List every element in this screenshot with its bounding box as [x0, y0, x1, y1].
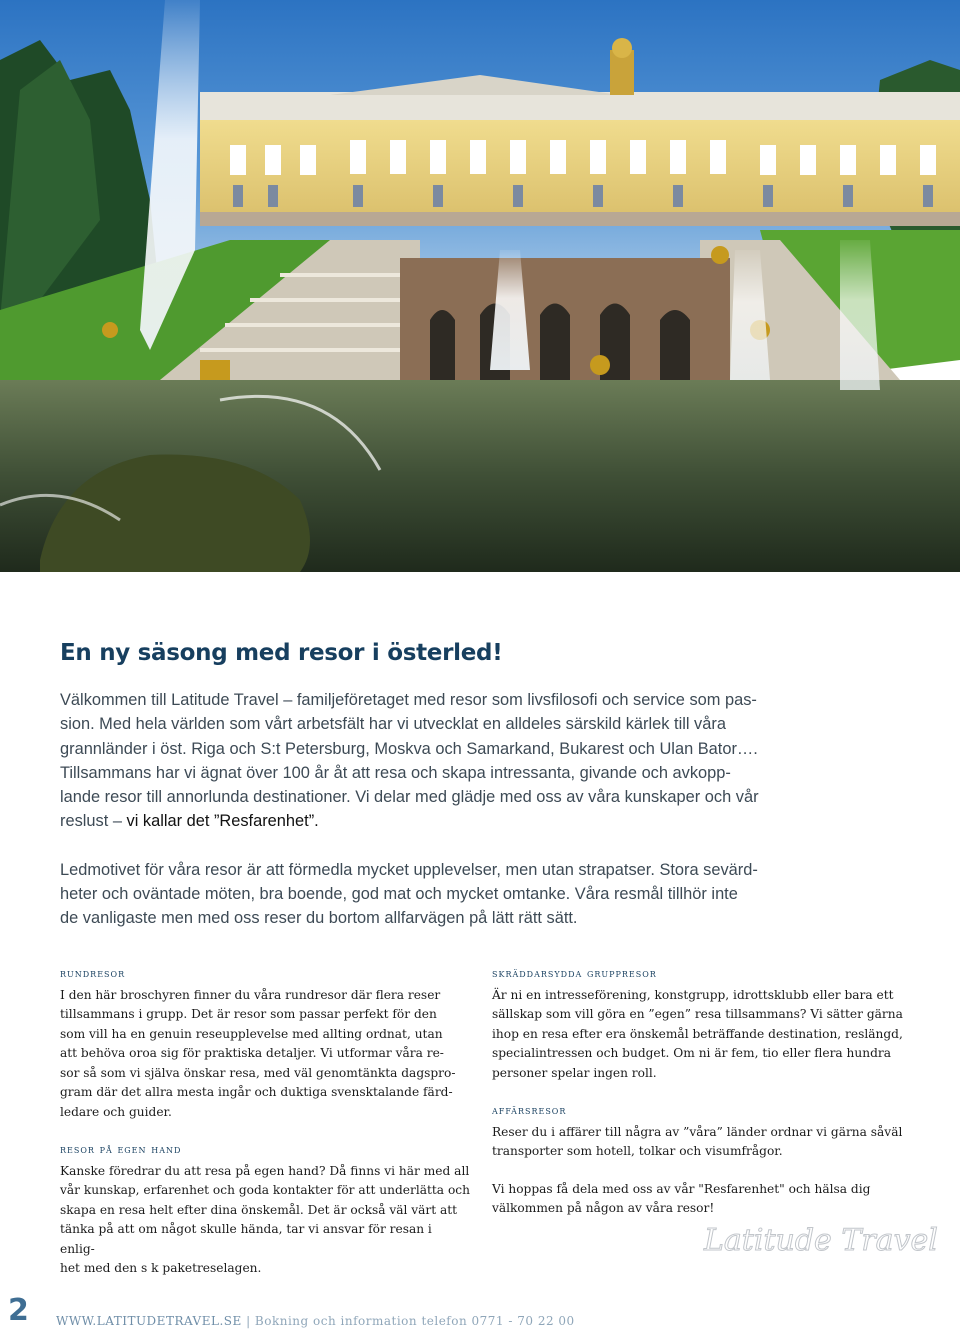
text-line: tillsammans i grupp. Det är resor som passar perfekt för den — [60, 1007, 437, 1021]
page-number: 2 — [8, 1293, 29, 1328]
section-heading-affarsresor: affärsresor — [492, 1103, 567, 1117]
resfarenhet-emphasis: vi kallar det ”Resfarenhet”. — [126, 812, 319, 831]
text-line: Välkommen till Latitude Travel – familjeföretaget med resor som livsfilosofi och service som pas- — [60, 691, 757, 709]
text-line: ihop en resa efter era önskemål beträffande destination, reslängd, — [492, 1026, 903, 1041]
text-line: het med den s k paketreselagen. — [60, 1261, 262, 1275]
section-heading-egen-hand: resor på egen hand — [60, 1142, 182, 1156]
section-body-rundresor — [60, 986, 470, 1123]
text-line — [60, 809, 760, 833]
text-line: specialintressen och budget. Om ni är fem, tio eller flera hundra — [492, 1046, 891, 1060]
text-line: sällskap som vill göra en ”egen” resa tillsammans? Vi sätter gärna — [492, 1007, 903, 1021]
text-line: grannländer i öst. Riga och S:t Petersburg, Moskva och Samarkand, Bukarest och Ulan Bator…. — [60, 739, 758, 758]
intro-text — [60, 688, 760, 955]
text-line: lande resor till annorlunda destinationer. Vi delar med glädje med oss av våra kunskaper och vår — [60, 788, 759, 807]
website-link[interactable]: WWW.LATITUDETRAVEL.SE — [56, 1314, 242, 1328]
text-line: Reser du i affärer till några av ”våra” länder ordnar vi gärna såväl — [492, 1124, 903, 1139]
signature-logo — [700, 1206, 938, 1266]
section-heading-grupp: skräddarsydda gruppresor — [492, 966, 657, 980]
page-title: En ny säsong med resor i österled! — [60, 640, 503, 666]
section-body-egen-hand — [60, 1162, 470, 1279]
text-line: transporter som hotell, tolkar och visumfrågor. — [492, 1144, 783, 1158]
footer-separator: | — [241, 1314, 255, 1328]
signature-text: Latitude Travel — [704, 1223, 938, 1258]
text-line: Kanske föredrar du att resa på egen hand? Då finns vi här med all — [60, 1163, 470, 1178]
text-line: I den här broschyren finner du våra rundresor där flera reser — [60, 987, 441, 1002]
footer — [56, 1314, 575, 1328]
right-column — [492, 964, 904, 1237]
intro-paragraph-2 — [60, 858, 760, 931]
text-line: de vanligaste men med oss reser du bortom allfarvägen på lätt rätt sätt. — [60, 909, 578, 928]
text-line: att behöva oroa sig för praktiska detaljer. Vi utformar våra re- — [60, 1046, 444, 1060]
section-heading-rundresor: rundresor — [60, 966, 126, 980]
section-body-grupp — [492, 986, 904, 1084]
text-line: Ledmotivet för våra resor är att förmedla mycket upplevelser, men utan strapatser. Stora sevärd- — [60, 860, 758, 879]
text-line: sor så som vi själva önskar resa, med väl genomtänkta dagspro- — [60, 1065, 456, 1080]
palace-fountains-photo — [0, 0, 960, 572]
text-line: som vill ha en genuin reseupplevelse med allting ordnat, utan — [60, 1026, 443, 1041]
text-line: gram där det allra mesta ingår och duktiga svensktalande färd- — [60, 1085, 453, 1099]
text-line: Är ni en intresseförening, konstgrupp, idrottsklubb eller bara ett — [492, 987, 894, 1002]
text-line: välkommen på någon av våra resor! — [492, 1201, 715, 1215]
text-line: sion. Med hela världen som vårt arbetsfält har vi utvecklat en alldeles särskild kärlek till våra — [60, 715, 726, 734]
text-line: Tillsammans har vi ägnat över 100 år åt att resa och skapa intressanta, givande och avkopp- — [60, 763, 731, 782]
left-column — [60, 964, 470, 1297]
text-line: ledare och guider. — [60, 1104, 172, 1119]
booking-info: Bokning och information telefon 0771 - 70 22 00 — [254, 1314, 575, 1328]
text-line: tänka på att om något skulle hända, tar vi ansvar för resan i enlig- — [60, 1222, 432, 1256]
section-body-affarsresor — [492, 1123, 904, 1162]
text-line: heter och oväntade möten, bra boende, god mat och mycket omtanke. Våra resmål tillhör inte — [60, 885, 738, 904]
hero-photo — [0, 0, 960, 572]
text-fragment: reslust – — [60, 812, 127, 831]
text-line: Vi hoppas få dela med oss av vår "Resfarenhet" och hälsa dig — [492, 1181, 871, 1196]
text-line: personer spelar ingen roll. — [492, 1065, 657, 1080]
text-line: skapa en resa helt efter dina önskemål. Det är också väl värt att — [60, 1202, 458, 1217]
text-line: vår kunskap, erfarenhet och goda kontakter för att underlätta och — [60, 1183, 470, 1197]
intro-paragraph-1 — [60, 688, 760, 834]
